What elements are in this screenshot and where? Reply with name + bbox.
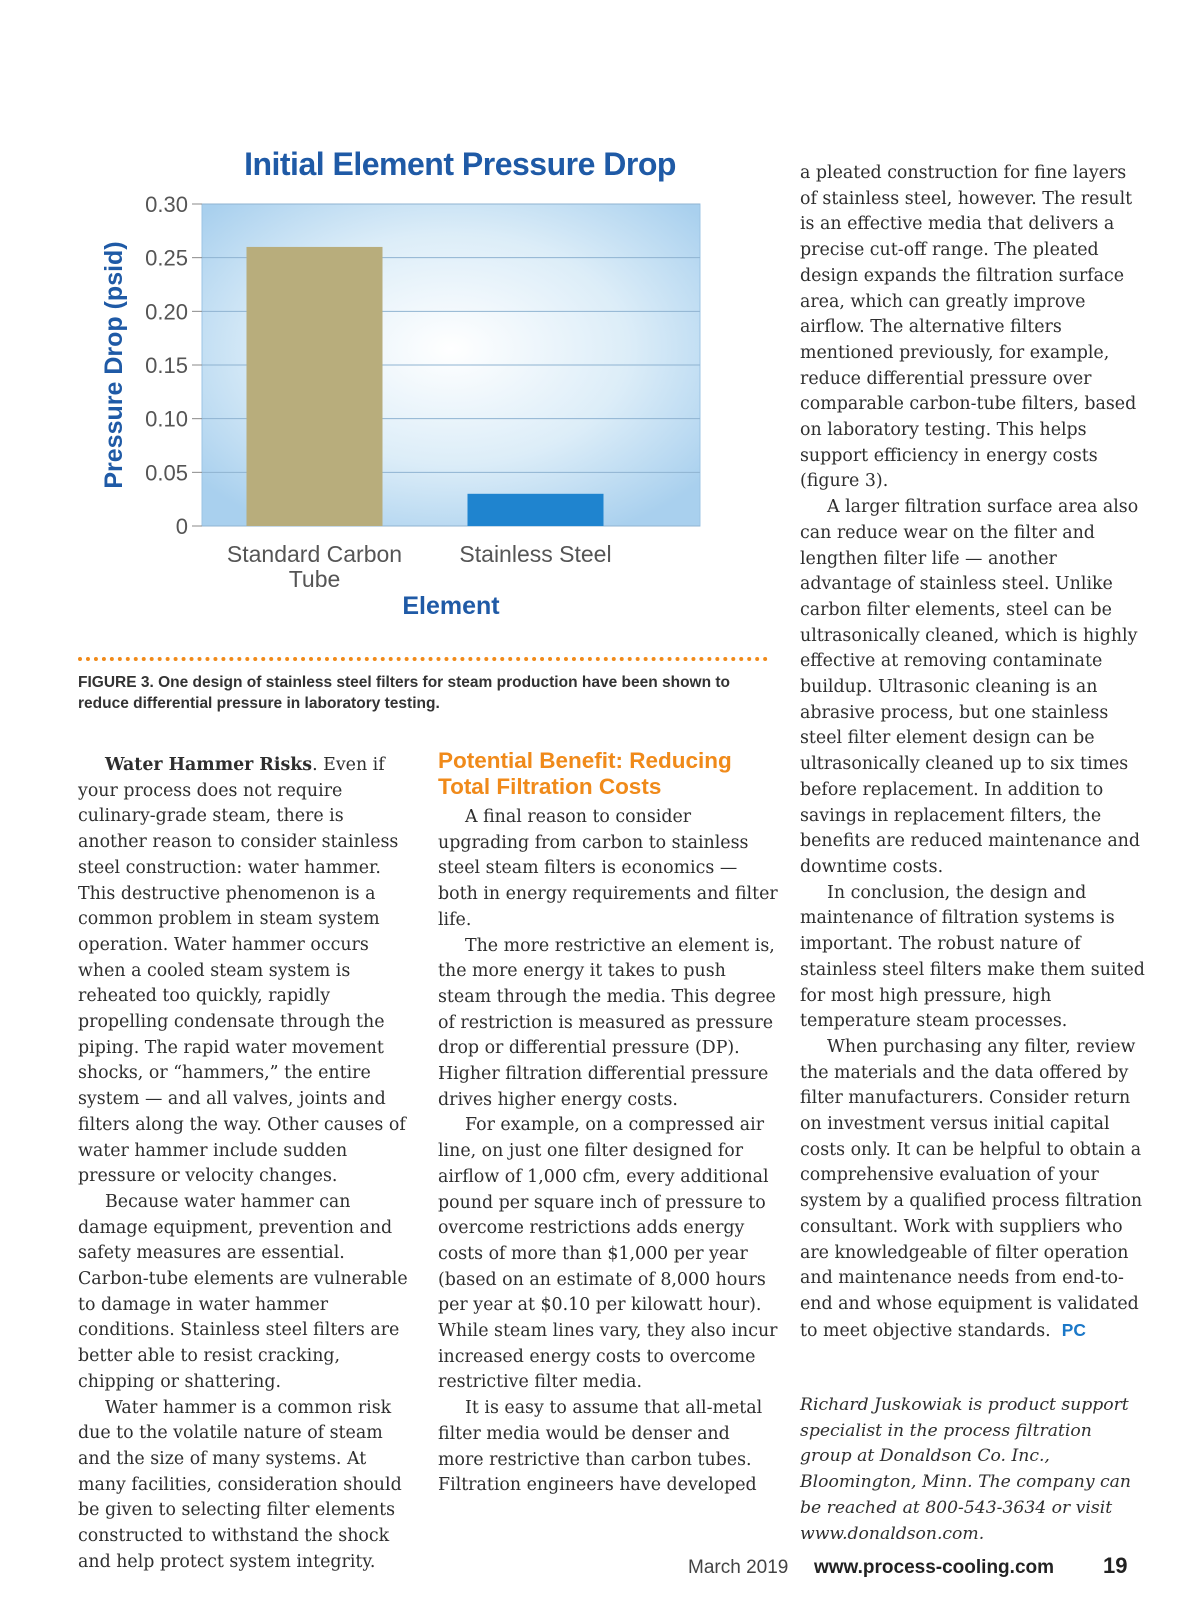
author-bio: Richard Juskowiak is product support specialist in the process filtration group at Donaldson Co. Inc., Bloomington, Minn. The company can be reached at 800-543-3634 or visit www.donaldson.com. xyxy=(800,1395,1131,1544)
y-tick-label: 0.10 xyxy=(145,406,188,432)
paragraph: The more restrictive an element is, the more energy it takes to push steam through the media. This degree of restriction is measured as pressure drop or differential pressure (DP). Higher filtration differential pressure drives higher energy costs. xyxy=(438,935,776,1110)
paragraph-text: When purchasing any filter, review the materials and the data offered by filter manufacturers. Consider return on investment versus initial capital costs only. It can be helpful to obtain a comprehensive evaluation of your system by a qualified process filtration consultant. Work with suppliers who are knowledgeable of filter operation and maintenance needs from end-to-end and whose equipment is validated to meet objective standards. xyxy=(800,1036,1143,1341)
paragraph xyxy=(78,753,413,1190)
paragraph-text: . Even if your process does not require culinary-grade steam, there is another reason to consider stainless steel construction: water hammer. This destructive phenomenon is a common problem in steam system operation. Water hammer occurs when a cooled steam system is reheated too quickly, rapidly propelling condensate through the piping. The rapid water movement shocks, or “hammers,” the entire system — and all valves, joints and filters along the way. Other causes of water hammer include sudden pressure or velocity changes. xyxy=(78,755,406,1187)
paragraph: Because water hammer can damage equipment, prevention and safety measures are essential. Carbon-tube elements are vulnerable to damage in water hammer conditions. Stainless steel filters are better able to resist cracking, chipping or shattering. xyxy=(78,1191,408,1392)
y-tick-label: 0.30 xyxy=(145,192,188,217)
y-axis-ticks xyxy=(145,192,202,539)
category-labels xyxy=(227,541,612,592)
article-column-right xyxy=(800,161,1145,1344)
paragraph xyxy=(800,1035,1145,1344)
paragraph: A final reason to consider upgrading from carbon to stainless steel steam filters is economics — both in energy requirements and filter life. xyxy=(438,807,778,930)
paragraph: In conclusion, the design and maintenance of filtration systems is important. The robust nature of stainless steel filters make them suited for most high pressure, high temperature steam processes. xyxy=(800,882,1145,1032)
bar-1 xyxy=(247,247,383,526)
page-number: 19 xyxy=(1103,1553,1128,1578)
article-column-left xyxy=(78,753,413,1576)
y-tick-label: 0.15 xyxy=(145,353,188,378)
y-axis-label: Pressure Drop (psid) xyxy=(100,241,128,489)
paragraph: It is easy to assume that all-metal filter media would be denser and more restrictive than carbon tubes. Filtration engineers have developed xyxy=(438,1398,763,1496)
bar-chart xyxy=(90,190,730,640)
figure-caption: FIGURE 3. One design of stainless steel filters for steam production have been shown to reduce differential pressure in laboratory testing. xyxy=(78,674,730,712)
chart-title: Initial Element Pressure Drop xyxy=(244,146,676,182)
paragraph: For example, on a compressed air line, on just one filter designed for airflow of 1,000 cfm, every additional pound per square inch of pressure to overcome restrictions adds energy costs of more than $1,000 per year (based on an estimate of 8,000 hours per year at $0.10 per kilowatt hour). While steam lines vary, they also incur increased energy costs to overcome restrictive filter media. xyxy=(438,1115,778,1393)
category-label-line: Standard Carbon xyxy=(226,541,403,567)
y-tick-label: 0.25 xyxy=(145,245,188,271)
y-tick-label: 0 xyxy=(175,514,188,539)
paragraph: Water hammer is a common risk due to the volatile nature of steam and the size of many systems. At many facilities, consideration should be given to selecting filter elements constructed to withstand the shock and help protect system integrity. xyxy=(78,1397,402,1572)
paragraph: a pleated construction for fine layers of stainless steel, however. The result is an effective media that delivers a precise cut-off range. The pleated design expands the filtration surface area, which can greatly improve airflow. The alternative filters mentioned previously, for example, reduce differential pressure over comparable carbon-tube filters, based on laboratory testing. This helps support efficiency in energy costs (figure 3). xyxy=(800,163,1137,492)
bar-2 xyxy=(468,494,604,526)
category-label xyxy=(227,541,402,592)
paragraph: A larger filtration surface area also can reduce wear on the filter and lengthen filter life — another advantage of stainless steel. Unlike carbon filter elements, steel can be ultrasonically cleaned, which is highly effective at removing contaminate buildup. Ultrasonic cleaning is an abrasive process, but one stainless steel filter element design can be ultrasonically cleaned up to six times before replacement. In addition to savings in replacement filters, the benefits are reduced maintenance and downtime costs. xyxy=(800,497,1141,877)
runin-heading: Water Hammer Risks xyxy=(105,755,313,775)
category-label-line: Tube xyxy=(288,566,341,592)
caption-divider xyxy=(78,657,768,661)
category-label xyxy=(459,541,611,567)
y-tick-label: 0.05 xyxy=(145,460,188,486)
category-label-line: Stainless Steel xyxy=(459,541,612,567)
footer-date: March 2019 xyxy=(688,1557,789,1578)
x-axis-label: Element xyxy=(402,592,500,620)
footer-website: www.process-cooling.com xyxy=(814,1557,1055,1578)
section-heading: Potential Benefit: Reducing Total Filtration Costs xyxy=(438,748,732,799)
end-mark: PC xyxy=(1061,1319,1086,1340)
y-tick-label: 0.20 xyxy=(145,299,188,325)
article-column-middle xyxy=(438,805,778,1499)
